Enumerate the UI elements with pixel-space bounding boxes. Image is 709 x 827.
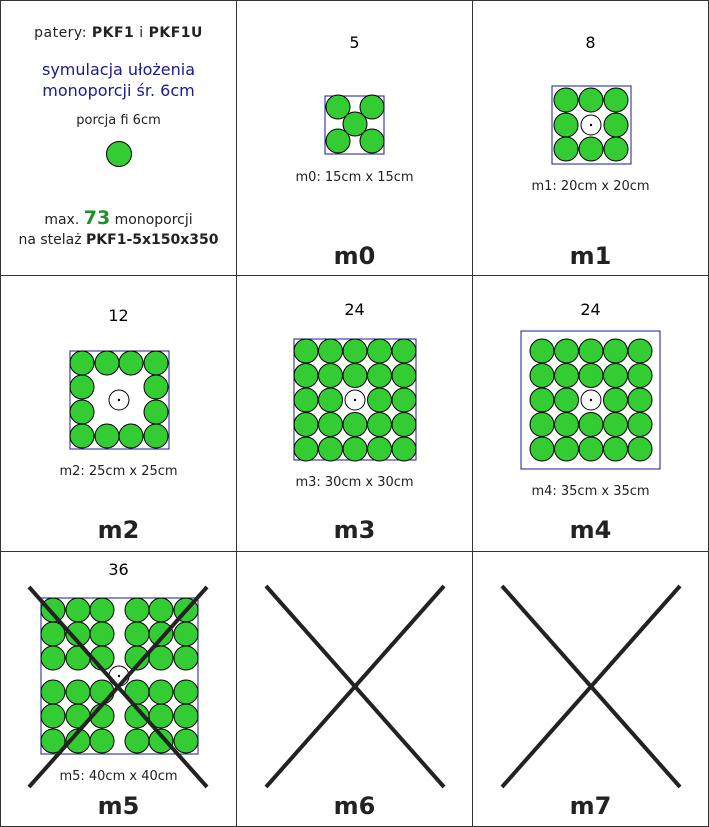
portion-circle [628,339,652,363]
portion-circle [628,413,652,437]
sim-line-1: symulacja ułożenia [41,60,196,79]
portion-count: 5 [349,33,360,52]
portion-circle [70,400,94,424]
portion-circle [392,339,416,363]
portion-circle [554,88,578,112]
models-line [1,25,236,41]
portion-circle [144,424,168,448]
portion-circle [555,339,579,363]
info-cell [0,0,237,276]
layout-m1 [473,1,709,276]
portion-circle [368,437,392,461]
max-value: 73 [83,207,111,229]
portion-count: 24 [344,300,365,319]
portion-circle [174,729,198,753]
portion-circle [149,622,173,646]
cell-m5 [0,551,237,827]
portion-circle [319,413,343,437]
portion-circle [95,424,119,448]
module-name: m2 [97,516,140,544]
portion-circle [294,388,318,412]
portion-circle [294,413,318,437]
portion-circle [392,413,416,437]
model-a: PKF1 [91,25,135,41]
portion-circle [125,622,149,646]
portion-circle [149,598,173,622]
portion-circle [530,339,554,363]
module-name: m3 [333,516,376,544]
portion-circle [555,388,579,412]
portion-circle [174,704,198,728]
rack-model: PKF1-5x150x350 [86,232,219,248]
portion-circle [368,339,392,363]
portion-circle [41,646,65,670]
portion-circle [319,339,343,363]
dimensions-label: m2: 25cm x 25cm [59,464,178,479]
portion-circle [294,364,318,388]
portion-circle [604,413,628,437]
portion-circle [579,339,603,363]
cell-m6 [236,551,473,827]
max-suffix: monoporcji [114,212,193,228]
portion-circle [66,598,90,622]
portion-circle [579,413,603,437]
portion-circle [343,437,367,461]
layout-m0 [237,1,473,276]
portion-circle [628,437,652,461]
portion-circle [368,388,392,412]
portion-circle [554,137,578,161]
portion-circle [628,388,652,412]
portion-circle [319,364,343,388]
portion-circle [579,364,603,388]
portion-circle [125,598,149,622]
portion-sample [1,138,237,198]
portion-circle [149,680,173,704]
cell-m7 [472,551,709,827]
portion-circle [66,680,90,704]
module-name: m4 [569,516,612,544]
portion-circle [530,413,554,437]
conjunction: i [139,25,144,41]
portion-circle [604,388,628,412]
cell-m4 [472,275,709,552]
portion-circle [41,680,65,704]
module-name: m7 [569,792,612,820]
dimensions-label: m1: 20cm x 20cm [531,179,650,194]
portion-circle [144,351,168,375]
portion-circle [95,351,119,375]
portion-circle [294,339,318,363]
portion-circle [326,129,350,153]
portion-count: 24 [580,300,601,319]
max-prefix: max. [44,212,80,228]
portion-circle [530,437,554,461]
portion-count: 36 [108,560,129,579]
portion-circle [70,375,94,399]
portion-circle [90,622,114,646]
patery-label: patery: [34,25,87,41]
portion-circle [319,437,343,461]
layout-m2 [1,276,237,552]
cell-m3 [236,275,473,552]
portion-circle [530,364,554,388]
max-line [1,207,236,229]
dimensions-label: m5: 40cm x 40cm [59,769,178,784]
module-name: m5 [97,792,140,820]
portion-circle [319,388,343,412]
portion-circle [174,680,198,704]
module-name: m0 [333,242,376,270]
portion-circle [368,364,392,388]
portion-count: 8 [585,33,596,52]
portion-circle [90,680,114,704]
portion-circle [125,729,149,753]
portion-circle [604,364,628,388]
portion-circle [144,375,168,399]
portion-circle [343,364,367,388]
portion-circle [119,424,143,448]
portion-circle [90,729,114,753]
portion-circle [604,137,628,161]
portion-circle [604,88,628,112]
portion-circle [360,129,384,153]
portion-circle [555,437,579,461]
portion-circle [144,400,168,424]
portion-circle [579,88,603,112]
layout-m5 [1,552,237,827]
portion-count: 12 [108,306,129,325]
portion-circle [174,622,198,646]
portion-circle [119,351,143,375]
portion-circle [604,437,628,461]
dimensions-label: m4: 35cm x 35cm [531,484,650,499]
portion-circle [604,113,628,137]
portion-circle [554,113,578,137]
portion-circle [392,437,416,461]
portion-circle [294,437,318,461]
portion-circle [392,364,416,388]
cell-m1 [472,0,709,276]
portion-circle [530,388,554,412]
portion-circle [392,388,416,412]
sim-line-2: monoporcji śr. 6cm [42,81,195,100]
dimensions-label: m3: 30cm x 30cm [295,475,414,490]
cell-m0 [236,0,473,276]
portion-circle [343,339,367,363]
portion-circle [41,704,65,728]
sim-title [1,59,236,101]
portion-circle [174,646,198,670]
rack-prefix: na stelaż [18,232,82,248]
dimensions-label: m0: 15cm x 15cm [295,170,414,185]
portion-circle [628,364,652,388]
portion-circle [604,339,628,363]
portion-circle [70,351,94,375]
portion-circle [579,437,603,461]
portion-circle [555,413,579,437]
portion-circle [579,137,603,161]
module-name: m1 [569,242,612,270]
portion-circle [368,413,392,437]
module-name: m6 [333,792,376,820]
layout-m4 [473,276,709,552]
cross-m6 [237,552,473,827]
rack-line [1,232,236,248]
portion-circle [70,424,94,448]
portion-circle [343,413,367,437]
model-b: PKF1U [148,25,203,41]
portion-circle [555,364,579,388]
portion-circle [90,598,114,622]
cross-m7 [473,552,709,827]
layout-m3 [237,276,473,552]
cell-m2 [0,275,237,552]
portion-label: porcja fi 6cm [76,113,161,128]
